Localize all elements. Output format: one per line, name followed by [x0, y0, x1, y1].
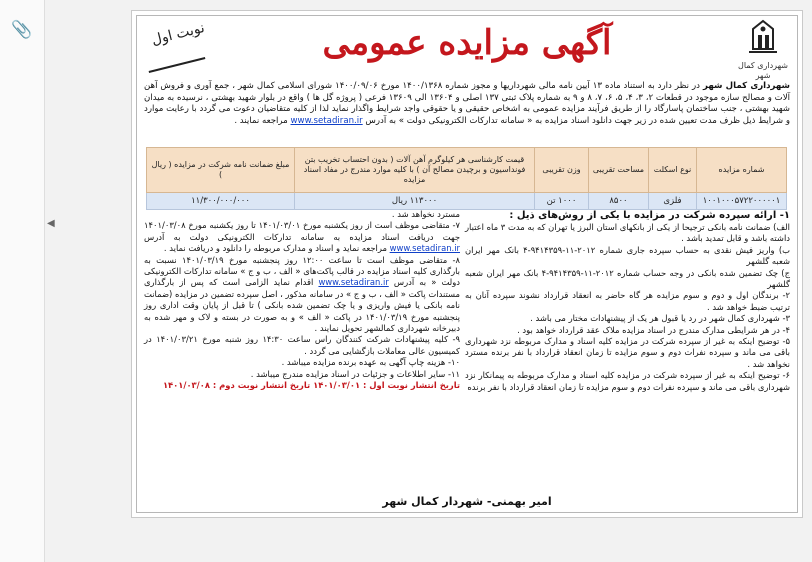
condition-10: ۱۰- هزینه چاپ آگهی به عهده برنده مزایده میباشد . — [281, 357, 460, 368]
section1-option-c: ج) چک تضمین شده بانکی در وجه حساب شماره ۲۰۱۲-۱۱-۹۴۱۴۳۵۹-۴ بانک مهر ایران شعبه گلشهر — [465, 267, 790, 290]
conditions-section — [144, 209, 790, 465]
auction-notice-document — [131, 10, 803, 518]
cell-guarantee: ۱۱/۳۰۰/۰۰۰/۰۰۰ — [147, 193, 295, 210]
date-second-value: ۱۴۰۱/۰۳/۰۸ — [162, 380, 210, 391]
cell-area: ۸۵۰۰ — [589, 193, 649, 210]
condition-2: ۲- برندگان اول و دوم و سوم مزایده هر گاه حاضر به انعقاد قرارداد نشوند سپرده آنان به ترتیب ضبط خواهد شد . — [465, 290, 790, 312]
header-frame-type: نوع اسکلت — [649, 148, 697, 193]
setadiran-link[interactable]: www.setadiran.ir — [290, 115, 363, 126]
section1-option-b: ب) واریز فیش نقدی به حساب سپرده جاری شماره ۲۰۱۲-۱۱-۹۴۱۴۳۵۹-۴ بانک مهر ایران شعبه گلشهر — [465, 244, 790, 267]
table-row — [147, 193, 787, 210]
section1-heading: ۱- ارائه سپرده شرکت در مزایده با یکی از روش‌های ذیل : — [509, 210, 790, 221]
header-weight: وزن تقریبی — [535, 148, 589, 193]
condition-7-tail: مراجعه نماید و اسناد و مدارک مربوطه را دانلود و دریافت نماید . — [163, 243, 387, 254]
municipality-logo — [734, 19, 792, 80]
intro-lead: شهرداری کمال شهر — [702, 81, 790, 91]
publication-dates — [144, 380, 460, 391]
conditions-left-column — [144, 209, 460, 392]
mayor-signature: امیر بهمنی- شهردار کمال شهر — [382, 495, 552, 508]
intro-paragraph — [144, 81, 790, 127]
cell-weight: ۱۰۰۰ تن — [535, 193, 589, 210]
cell-frame-type: فلزی — [649, 193, 697, 210]
condition-8 — [144, 255, 460, 335]
condition-6-tail: مسترد نخواهد شد . — [391, 209, 460, 219]
condition-6: ۶- توضیح اینکه به غیر از سپرده شرکت در مزایده کلیه اسناد و مدارک مربوطه به پیمانکار نزد شهرداری باقی می ماند و سپرده نفرات دوم و سوم مزایده تا زمان انعقاد قرارداد با نفر برنده — [465, 370, 790, 392]
condition-7-text: ۷- متقاضی موظف است از روز یکشنبه مورخ ۱۴۰۱/۰۳/۰۱ تا روز یکشنبه مورخ ۱۴۰۱/۰۳/۰۸ جهت دریافت اسناد مزایده به سامانه تدارکات الکترونیکی دولت به آدرس — [144, 220, 461, 242]
paperclip-icon[interactable]: 📎 — [11, 20, 33, 40]
conditions-right-column — [465, 209, 790, 393]
round-label: نوبت اول — [150, 19, 207, 49]
date-first-value: ۱۴۰۱/۰۳/۰۱ — [313, 380, 361, 391]
logo-caption: شهرداری کمال شهر — [738, 61, 788, 80]
section1-option-a: الف) ضمانت نامه بانکی ترجیحا از یکی از بانکهای استان البرز یا تهران که به مدت ۳ ماه اعتبار داشته باشد و قابل تمدید باشد . — [465, 222, 790, 244]
header-unit-price: قیمت کارشناسی هر کیلوگرم آهن آلات ( بدون احتساب تخریب بتن فونداسیون و برچیدن مصالح آن ) با کلیه موارد مندرج در مفاد اسناد مزایده — [295, 148, 535, 193]
notice-title: آگهی مزایده عمومی — [322, 23, 612, 63]
header-auction-number: شماره مزایده — [697, 148, 787, 193]
intro-body: در نظر دارد به استناد ماده ۱۳ آیین نامه مالی شهرداریها و مجوز شماره ۱۴۰۰/۱۳۶۸ مورخ ۱۴۰۰/۰۹/۰۶ شورای اسلامی کمال شهر ، جمع آوری و فروش آهن آلات و مصالح سازه موجود در قطعات ۲، ۳، ۴، ۵، ۶، ۷، ۸ و ۹ به شماره پلاک ثبتی ۱۳۷ اصلی و ۱۳۶۰۴ الی ۱۳۶۰۹ فرعی ( پروژه گل ها ) واقع در بلوار شهید بهشتی ، نرسیده به میدان شهید بهشتی ، جنب ساختمان پاسارگاد را از طریق فرآیند مزایده عمومی به اشخاص حقیقی و یا حقوقی واجد شرایط واگذار نماید لذا از کلیه متقاضیان دعوت می گردد با رعایت موارد و شرایط ذیل ظرف مدت تعیین شده در زیر جهت دانلود اسناد مزایده به « سامانه تدارکات الکترونیکی دولت » به آدرس — [144, 81, 790, 126]
condition-8-tail: اقدام نماید الزامی است که پس از بارگذاری مستندات پاکت « الف ، ب و ج » در سامانه مذکور ، اصل سپرده تضمین در مزایده (ضمانت نامه بانکی یا فیش واریزی و یا چک تضمین شده بانکی ) تا قبل از پایان وقت اداری روز پنجشنبه مورخ ۱۴۰۱/۰۳/۱۹ در پاکت « الف » و به صورت در بسته و لاک و مهر شده به دبیرخانه شهرداری کمالشهر تحویل نمایند . — [144, 277, 460, 334]
condition-11: ۱۱- سایر اطلاعات و جزئیات در اسناد مزایده مندرج میباشد . — [250, 368, 460, 379]
municipality-emblem-icon — [743, 19, 783, 55]
caret-left-icon[interactable]: ◀ — [47, 218, 55, 229]
table-header-row — [147, 148, 787, 193]
condition-8-text: ۸- متقاضی موظف است تا ساعت ۱۲:۰۰ روز پنجشنبه مورخ ۱۴۰۱/۰۳/۱۹ نسبت به بارگذاری کلیه اسناد مزایده در قالب پاکت‌های « الف ، ب و ج » سامانه تدارکات الکترونیکی دولت « به آدرس — [144, 254, 461, 288]
condition-5: ۵- توضیح اینکه به غیر از سپرده شرکت در مزایده کلیه اسناد و مدارک مربوطه نزد شهرداری باقی می ماند و سپرده نفرات دوم و سوم مزایده تا زمان انعقاد قرارداد با نفر برنده مسترد نخواهد شد . — [465, 336, 790, 369]
cell-unit-price: ۱۱۳۰۰۰ ریال — [295, 193, 535, 210]
condition-7 — [144, 220, 460, 254]
condition-9: ۹- کلیه پیشنهادات شرکت کنندگان راس ساعت ۱۴:۳۰ روز شنبه مورخ ۱۴۰۱/۰۳/۲۱ در کمیسیون عالی معاملات بازگشایی می گردد . — [144, 334, 461, 356]
auction-table — [146, 147, 787, 210]
date-first-label: تاریخ انتشار نوبت اول : — [363, 380, 460, 391]
left-sidebar — [0, 0, 45, 562]
intro-tail: مراجعه نمایند . — [234, 115, 288, 126]
condition-4: ۴- در هر شرایطی مدارک مندرج در اسناد مزایده ملاک عقد قرارداد خواهد بود . — [517, 324, 790, 335]
condition-3: ۳- شهرداری کمال شهر در رد یا قبول هر یک از پیشنهادات مختار می باشد . — [530, 313, 790, 324]
header-area: مساحت تقریبی — [589, 148, 649, 193]
cell-auction-number: ۱۰۰۱۰۰۰۵۷۲۲۰۰۰۰۰۱ — [697, 193, 787, 210]
condition-8-link[interactable]: www.setadiran.ir — [318, 277, 389, 288]
header-guarantee: مبلغ ضمانت نامه شرکت در مزایده ( ریال ) — [147, 148, 295, 193]
date-second-label: تاریخ انتشار نوبت دوم : — [212, 380, 311, 391]
condition-7-link[interactable]: www.setadiran.ir — [389, 243, 460, 254]
